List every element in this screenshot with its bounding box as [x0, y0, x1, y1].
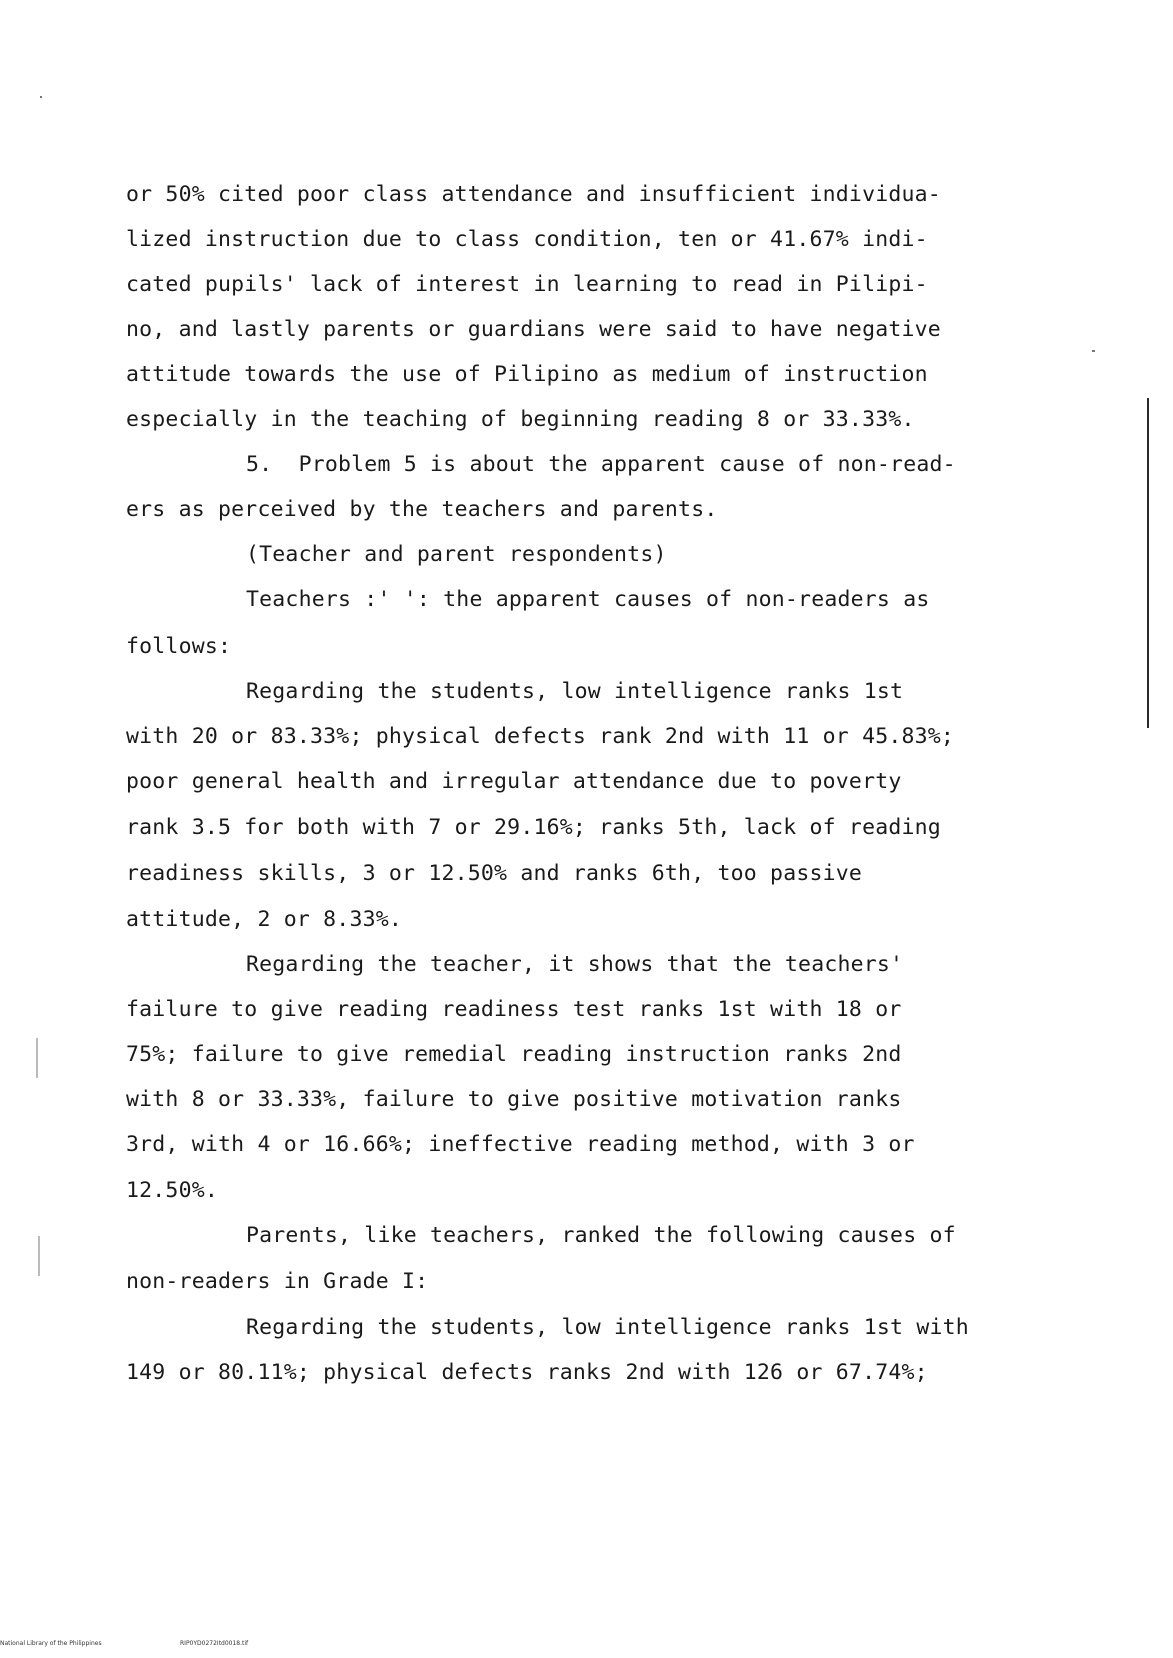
text-line: Regarding the teacher, it shows that the teachers': [246, 952, 904, 977]
text-line: follows:: [126, 634, 232, 659]
text-line: rank 3.5 for both with 7 or 29.16%; ranks 5th, lack of reading: [126, 815, 941, 840]
text-line: or 50% cited poor class attendance and insufficient individua-: [126, 182, 941, 207]
text-line: with 20 or 83.33%; physical defects rank 2nd with 11 or 45.83%;: [126, 724, 955, 749]
footer-file-id: RIP0YD0272Itd0018.tif: [180, 1640, 249, 1647]
footer-library: National Library of the Philippines: [0, 1640, 102, 1647]
text-line: no, and lastly parents or guardians were said to have negative: [126, 317, 941, 342]
text-line: attitude, 2 or 8.33%.: [126, 907, 403, 932]
scan-margin-line: [1147, 398, 1149, 728]
scan-speck: [40, 96, 42, 98]
text-line: 3rd, with 4 or 16.66%; ineffective reading method, with 3 or: [126, 1132, 915, 1157]
text-line: Regarding the students, low intelligence ranks 1st: [246, 679, 904, 704]
text-line: 149 or 80.11%; physical defects ranks 2nd with 126 or 67.74%;: [126, 1360, 928, 1385]
text-line: with 8 or 33.33%, failure to give positive motivation ranks: [126, 1087, 902, 1112]
text-line: lized instruction due to class condition, ten or 41.67% indi-: [126, 227, 928, 252]
text-line: readiness skills, 3 or 12.50% and ranks 6th, too passive: [126, 861, 863, 886]
text-line: ers as perceived by the teachers and parents.: [126, 497, 718, 522]
text-line: 75%; failure to give remedial reading instruction ranks 2nd: [126, 1042, 902, 1067]
text-line: non-readers in Grade I:: [126, 1269, 429, 1294]
text-line: cated pupils' lack of interest in learning to read in Pilipi-: [126, 272, 928, 297]
text-line: (Teacher and parent respondents): [246, 542, 667, 567]
text-line: Regarding the students, low intelligence ranks 1st with: [246, 1315, 969, 1340]
scan-speck: [38, 1236, 40, 1276]
text-line: 5. Problem 5 is about the apparent cause of non-read-: [246, 452, 956, 477]
text-line: 12.50%.: [126, 1178, 219, 1203]
text-line: Parents, like teachers, ranked the following causes of: [246, 1223, 956, 1248]
text-line: attitude towards the use of Pilipino as medium of instruction: [126, 362, 928, 387]
text-line: failure to give reading readiness test ranks 1st with 18 or: [126, 997, 902, 1022]
scan-speck: [36, 1038, 38, 1078]
text-line: poor general health and irregular attendance due to poverty: [126, 769, 902, 794]
text-line: Teachers :' ': the apparent causes of non-readers as: [246, 587, 930, 612]
scan-speck: [1092, 350, 1095, 352]
text-line: especially in the teaching of beginning reading 8 or 33.33%.: [126, 407, 915, 432]
